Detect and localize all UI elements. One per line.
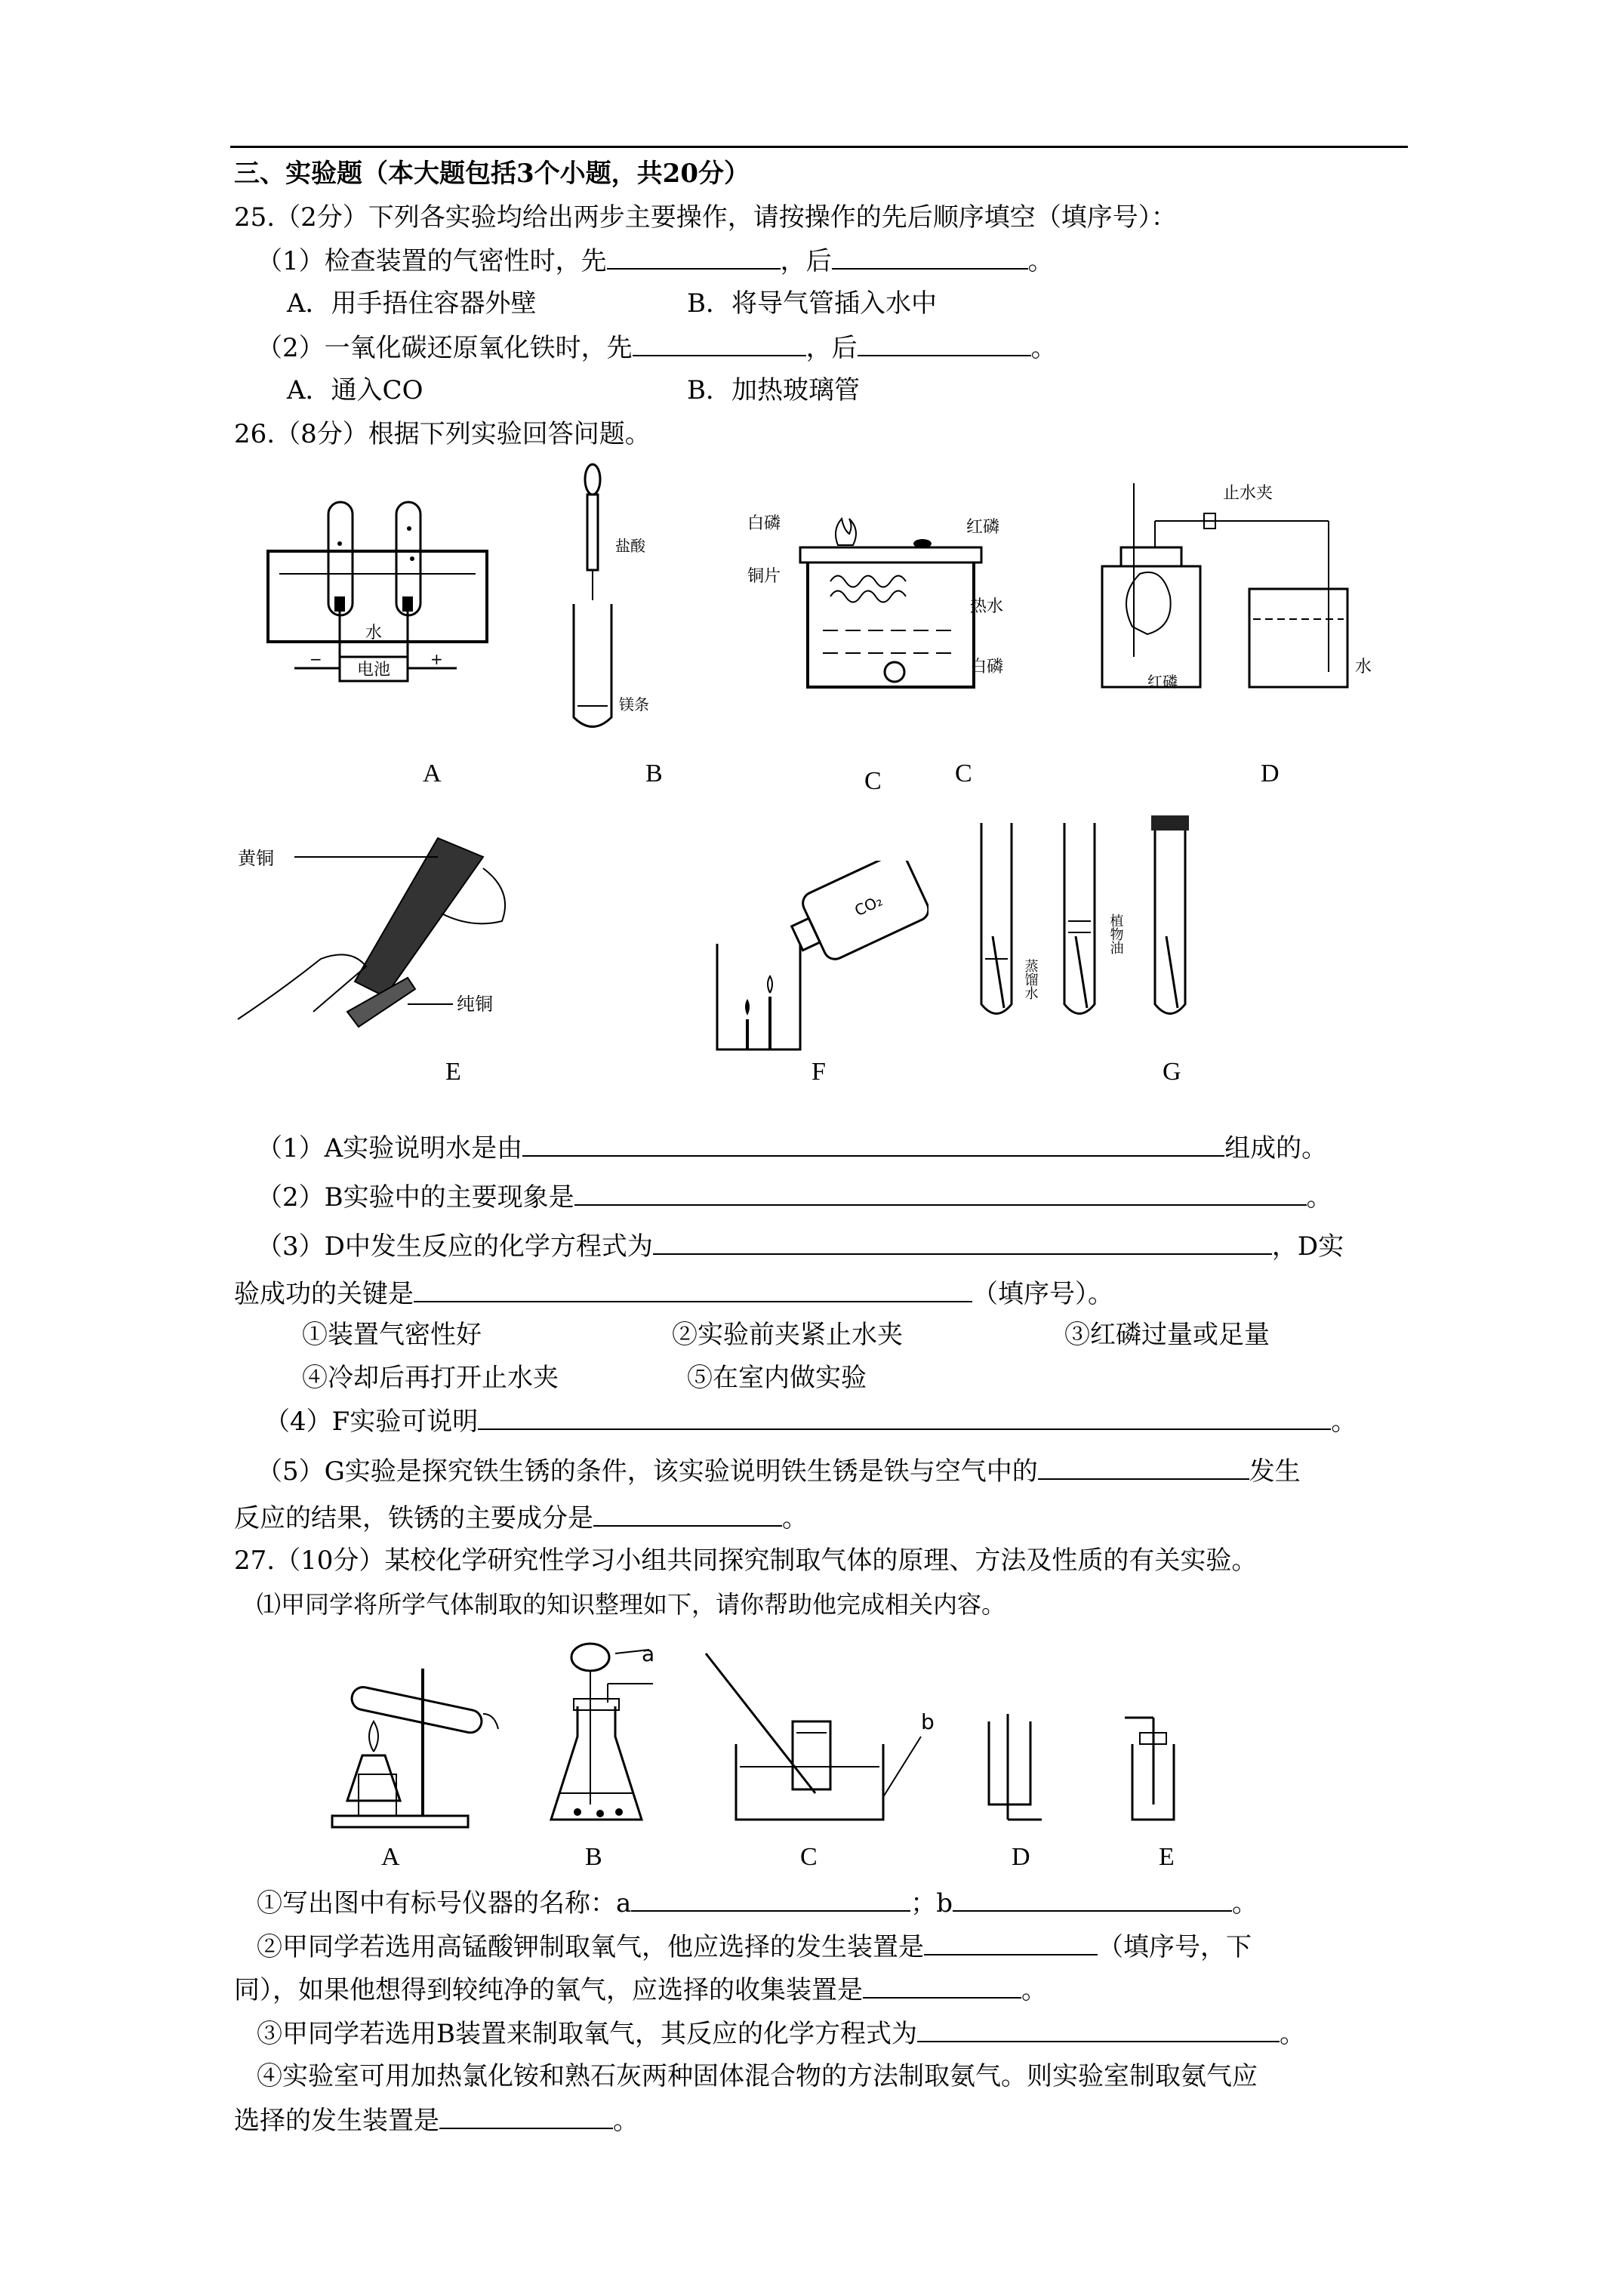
figure-electrolysis xyxy=(264,498,498,695)
q26-part2 xyxy=(257,1182,1332,1213)
q26-p1-pre: （1）A实验说明水是由 xyxy=(257,1133,523,1163)
q26-p4-blank[interactable] xyxy=(478,1406,1331,1430)
label-brass: 黄铜 xyxy=(238,848,274,869)
q27-p2-blank[interactable] xyxy=(924,1931,1098,1955)
q26-p3-pre: （3）D中发生反应的化学方程式为 xyxy=(257,1231,653,1262)
q25-p1-option-a: A．用手捂住容器外壁 xyxy=(287,288,537,319)
q26-option-5: ⑤在室内做实验 xyxy=(687,1363,867,1393)
q25-p1-blank1[interactable] xyxy=(607,245,781,270)
fig-label-f: F xyxy=(812,1058,826,1086)
q26-option-4: ④冷却后再打开止水夹 xyxy=(302,1363,559,1393)
q26-p1-end: 组成的。 xyxy=(1224,1133,1328,1163)
fig-label-g: G xyxy=(1163,1058,1181,1086)
label-water2: 水 xyxy=(1355,658,1372,676)
q27-mark-b: b xyxy=(921,1709,935,1734)
q26-p4-pre: （4）F实验可说明 xyxy=(264,1407,479,1437)
q25-p1-end: 。 xyxy=(1027,246,1054,276)
q26-part3 xyxy=(257,1231,1344,1262)
figure-q27-d xyxy=(981,1714,1057,1835)
fig-label-e: E xyxy=(445,1058,461,1086)
q27-p1-pre: ①写出图中有标号仪器的名称：a xyxy=(257,1888,632,1918)
q26-p5b-pre: 反应的结果，铁锈的主要成分是 xyxy=(234,1503,593,1533)
q26-p3b-end: （填序号）。 xyxy=(972,1279,1113,1309)
figure-brass-copper xyxy=(234,823,528,1042)
fig-label-a: A xyxy=(423,760,442,787)
q27-part1 xyxy=(257,1888,1258,1918)
q26-option-3: ③红磷过量或足量 xyxy=(1064,1320,1270,1350)
label-white-p: 白磷 xyxy=(747,514,781,533)
q26-p5-end: 发生 xyxy=(1249,1456,1301,1487)
q26-p2-end: 。 xyxy=(1306,1182,1332,1213)
q26-option-1: ①装置气密性好 xyxy=(302,1320,482,1350)
figure-iron-rust xyxy=(974,815,1215,1027)
figure-q27-b xyxy=(544,1638,679,1835)
q26-p1-blank[interactable] xyxy=(522,1133,1224,1157)
label-pure-cu: 纯铜 xyxy=(457,994,493,1015)
q27-p3-blank[interactable] xyxy=(917,2018,1280,2042)
q26-part4 xyxy=(264,1406,1357,1437)
svg-text:−: − xyxy=(310,650,322,668)
fig-label-b: B xyxy=(645,760,663,787)
q26-p4-end: 。 xyxy=(1331,1407,1357,1437)
q26-part3b xyxy=(234,1278,1113,1309)
q25-p2-option-b: B．加热玻璃管 xyxy=(687,375,860,405)
fig-label-c2: C xyxy=(955,760,972,787)
q25-p2-end: 。 xyxy=(1030,333,1057,363)
q27-mark-a: a xyxy=(642,1641,655,1666)
q27-p3-end: 。 xyxy=(1279,2019,1305,2049)
q26-stem: 26.（8分）根据下列实验回答问题。 xyxy=(234,419,651,449)
figure-co2-candles xyxy=(702,861,929,1057)
q27-p2b-pre: 同），如果他想得到较纯净的氧气，应选择的收集装置是 xyxy=(234,1975,863,2005)
label-clamp: 止水夹 xyxy=(1223,484,1273,503)
q25-stem: 25.（2分）下列各实验均给出两步主要操作，请按操作的先后顺序填空（填序号）： xyxy=(234,202,1177,233)
q27-p1-blank-a[interactable] xyxy=(631,1888,910,1912)
label-water: 水 xyxy=(365,624,383,643)
svg-text:+: + xyxy=(430,650,443,668)
label-hcl: 盐酸 xyxy=(615,537,645,555)
label-veg-oil: 植物油 xyxy=(1107,914,1124,954)
q25-p1-mid: ，后 xyxy=(780,246,832,276)
q25-p1-option-b: B．将导气管插入水中 xyxy=(687,288,937,319)
q27-p3-pre: ③甲同学若选用B装置来制取氧气，其反应的化学方程式为 xyxy=(257,2019,917,2049)
label-white-p2: 白磷 xyxy=(970,658,1004,676)
q25-p2-pre: （2）一氧化碳还原氧化铁时，先 xyxy=(257,333,633,363)
q27-fig-label-a: A xyxy=(381,1843,400,1871)
q27-stem: 27.（10分）某校化学研究性学习小组共同探究制取气体的原理、方法及性质的有关实验。 xyxy=(234,1546,1258,1576)
figure-q27-e xyxy=(1117,1714,1193,1835)
label-mg: 镁条 xyxy=(619,695,649,713)
q25-p2-blank1[interactable] xyxy=(633,332,806,356)
q27-p4b-blank[interactable] xyxy=(439,2105,613,2129)
q27-part4b xyxy=(234,2105,639,2136)
q27-fig-label-e: E xyxy=(1159,1843,1175,1871)
q26-option-2: ②实验前夹紧止水夹 xyxy=(672,1320,903,1350)
q25-part1 xyxy=(257,245,1054,276)
q27-p2b-blank[interactable] xyxy=(863,1974,1021,1999)
fig-label-d: D xyxy=(1261,760,1280,787)
label-distilled: 蒸馏水 xyxy=(1022,959,1039,1000)
q26-p5b-blank[interactable] xyxy=(593,1502,782,1527)
q26-p3-end: ，D实 xyxy=(1271,1231,1344,1262)
q26-p2-blank[interactable] xyxy=(574,1182,1307,1206)
q26-p2-pre: （2）B实验中的主要现象是 xyxy=(257,1182,574,1213)
q27-fig-label-b: B xyxy=(585,1843,602,1871)
label-battery: 电池 xyxy=(356,661,391,680)
q26-p5b-end: 。 xyxy=(782,1503,808,1533)
q27-p4b-end: 。 xyxy=(613,2106,639,2136)
q27-sub: ⑴甲同学将所学气体制取的知识整理如下，请你帮助他完成相关内容。 xyxy=(257,1590,1006,1619)
q25-p2-option-a: A．通入CO xyxy=(287,375,423,405)
q27-part2b xyxy=(234,1974,1047,2005)
q27-p4b-pre: 选择的发生装置是 xyxy=(234,2106,439,2136)
label-red-p2: 红磷 xyxy=(1147,673,1178,691)
q26-p3b-blank[interactable] xyxy=(414,1278,972,1302)
q26-part5b xyxy=(234,1502,808,1533)
q26-p5-blank[interactable] xyxy=(1038,1456,1249,1480)
q26-part5 xyxy=(257,1456,1301,1487)
q27-p2b-end: 。 xyxy=(1021,1975,1047,2005)
q27-part2 xyxy=(257,1931,1252,1962)
q26-p3b-pre: 验成功的关键是 xyxy=(234,1279,414,1309)
section-title: 三、实验题（本大题包括3个小题，共20分） xyxy=(234,159,750,189)
figure-q27-c xyxy=(694,1646,944,1827)
figure-combustion xyxy=(747,491,1027,710)
q25-part2 xyxy=(257,332,1057,363)
q27-fig-label-c: C xyxy=(800,1843,818,1871)
q25-p2-blank2[interactable] xyxy=(858,332,1031,356)
q25-p1-pre: （1）检查装置的气密性时，先 xyxy=(257,246,607,276)
q27-part3 xyxy=(257,2018,1305,2049)
figure-mg-hcl xyxy=(559,461,694,732)
label-co2: CO₂ xyxy=(852,891,885,920)
q27-fig-label-d: D xyxy=(1012,1843,1030,1871)
q26-p5-pre: （5）G实验是探究铁生锈的条件，该实验说明铁生锈是铁与空气中的 xyxy=(257,1456,1038,1487)
figure-oxygen-content xyxy=(1087,476,1389,702)
q25-p2-mid: ，后 xyxy=(805,333,858,363)
q27-p2-pre: ②甲同学若选用高锰酸钾制取氧气，他应选择的发生装置是 xyxy=(257,1932,924,1962)
label-hot-water: 热水 xyxy=(970,597,1004,616)
top-rule xyxy=(230,146,1408,148)
q25-p1-blank2[interactable] xyxy=(832,245,1028,270)
q27-p1-mid: ；b xyxy=(910,1888,953,1918)
label-red-p: 红磷 xyxy=(966,518,1000,537)
q27-p2-end: （填序号，下 xyxy=(1098,1932,1252,1962)
figure-q27-a xyxy=(325,1661,506,1835)
q26-p3-blank[interactable] xyxy=(653,1231,1272,1255)
q27-p1-end: 。 xyxy=(1232,1888,1258,1918)
label-cu-plate: 铜片 xyxy=(747,567,781,586)
fig-label-c1: C xyxy=(864,767,882,795)
q27-part4: ④实验室可用加热氯化铵和熟石灰两种固体混合物的方法制取氨气。则实验室制取氨气应 xyxy=(257,2061,1258,2091)
q27-p1-blank-b[interactable] xyxy=(953,1888,1232,1912)
q26-part1 xyxy=(257,1133,1327,1163)
